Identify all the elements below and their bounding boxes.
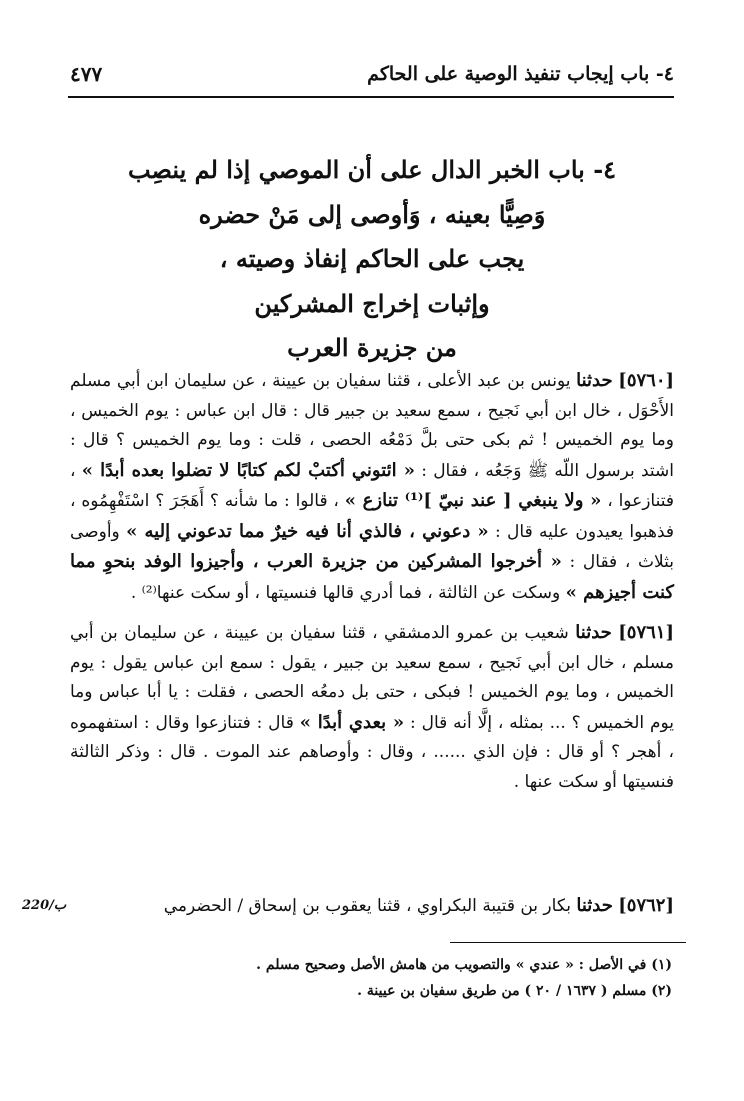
manuscript-folio-ref: 220/ب xyxy=(22,898,67,913)
body-text xyxy=(70,366,674,797)
hadith-5761 xyxy=(70,618,674,797)
chapter-heading-line: ٤- باب الخبر الدال على أن الموصي إذا لم ينصِب xyxy=(127,155,617,184)
running-header xyxy=(70,56,674,92)
page-number: ٤٧٧ xyxy=(70,62,103,86)
chapter-heading xyxy=(60,148,684,371)
prophetic-quote: « بعدي أبدًا » xyxy=(299,711,405,733)
prophetic-quote: « دعوني ، فالذي أنا فيه خيرٌ مما تدعوني إليه » xyxy=(126,520,489,542)
hadith-5760 xyxy=(70,366,674,608)
footnotes xyxy=(70,952,672,1004)
chapter-heading-line: وَصِيًّا بعينه ، وَأوصى إلى مَنْ حضره xyxy=(198,199,546,229)
prophetic-quote: « ولا ينبغي [ عند نبيّ ]⁽¹⁾ تنازع » xyxy=(344,490,602,511)
hadith-text: يونس بن عبد الأعلى ، قثنا سفيان بن عيينة ، عن سليمان ابن أبي مسلم الأَحْوَل ، خال ابن أبي نَجيح ، سمع سعيد بن جبير قال : قال ابن عباس : يوم الخميس ، وما يوم الخميس ! ثم بكى حتى بلَّ دَمْعُه الحصى ، قلت : وما يوم الخميس ؟ قال : اشتد برسول اللّه ﷺ وَجَعُه ، فقال : xyxy=(70,371,675,481)
hadith-lead: حدثنا xyxy=(576,370,613,391)
hadith-5762 xyxy=(70,892,674,920)
hadith-text: وأوصى بثلاث ، فقال : xyxy=(70,521,674,572)
footnote-rule xyxy=(450,942,686,943)
hadith-number: [٥٧٦١] xyxy=(618,622,674,643)
hadith-lead: حدثنا xyxy=(575,622,612,643)
prophetic-quote: « ائتوني أكتبْ لكم كتابًا لا تضلوا بعده أبدًا » xyxy=(81,459,416,481)
hadith-text: قال : فتنازعوا وقال : استفهموه ، أهجر ؟ أو قال : فإن الذي ...... ، وقال : وأوصاهم عند الموت . قال : وذكر الثالثة فنسيتها أو سكت عنها . xyxy=(70,712,674,792)
chapter-heading-line: يجب على الحاكم إنفاذ وصيته ، xyxy=(219,244,525,273)
hadith-text: ، قالوا : ما شأنه ؟ أَهَجَرَ ؟ اسْتَفْهِمُوه ، فذهبوا يعيدون عليه قال : xyxy=(70,491,675,542)
chapter-heading-line: من جزيرة العرب xyxy=(287,333,457,362)
hadith-number: [٥٧٦٠] xyxy=(618,370,675,391)
hadith-number: [٥٧٦٢] xyxy=(618,895,674,916)
hadith-lead: حدثنا xyxy=(576,895,613,916)
hadith-text: ، فتنازعوا ، xyxy=(70,460,674,511)
footnote: (١) في الأصل : « عندي » والتصويب من هامش الأصل وصحيح مسلم . xyxy=(256,957,672,973)
footnote: (٢) مسلم ( ١٦٣٧ / ٢٠ ) من طريق سفيان بن عيينة . xyxy=(357,983,672,999)
prophetic-quote: « أخرجوا المشركين من جزيرة العرب ، وأجيزوا الوفد بنحوِ مما كنت أجيزهم » xyxy=(70,551,674,603)
hadith-text: بكار بن قتيبة البكراوي ، قثنا يعقوب بن إسحاق / الحضرمي xyxy=(163,896,571,916)
chapter-heading-line: وإثبات إخراج المشركين xyxy=(254,288,490,318)
header-rule xyxy=(68,96,674,98)
running-title: ٤- باب إيجاب تنفيذ الوصية على الحاكم xyxy=(367,63,674,85)
hadith-text: وسكت عن الثالثة ، فما أدري قالها فنسيتها ، أو سكت عنها⁽²⁾ . xyxy=(130,582,561,603)
hadith-text: شعيب بن عمرو الدمشقي ، قثنا سفيان بن عيينة ، عن سليمان بن أبي مسلم ، خال ابن أبي نَجيح ، سمع سعيد بن جبير ، يقول : سمع ابن عباس يقول : يوم الخميس ، وما يوم الخميس ! فبكى ، حتى بل دمعُه الحصى ، فقلت : يا أبا عباس وما يوم الخميس ؟ ... بمثله ، إلَّا أنه قال : xyxy=(70,623,675,733)
